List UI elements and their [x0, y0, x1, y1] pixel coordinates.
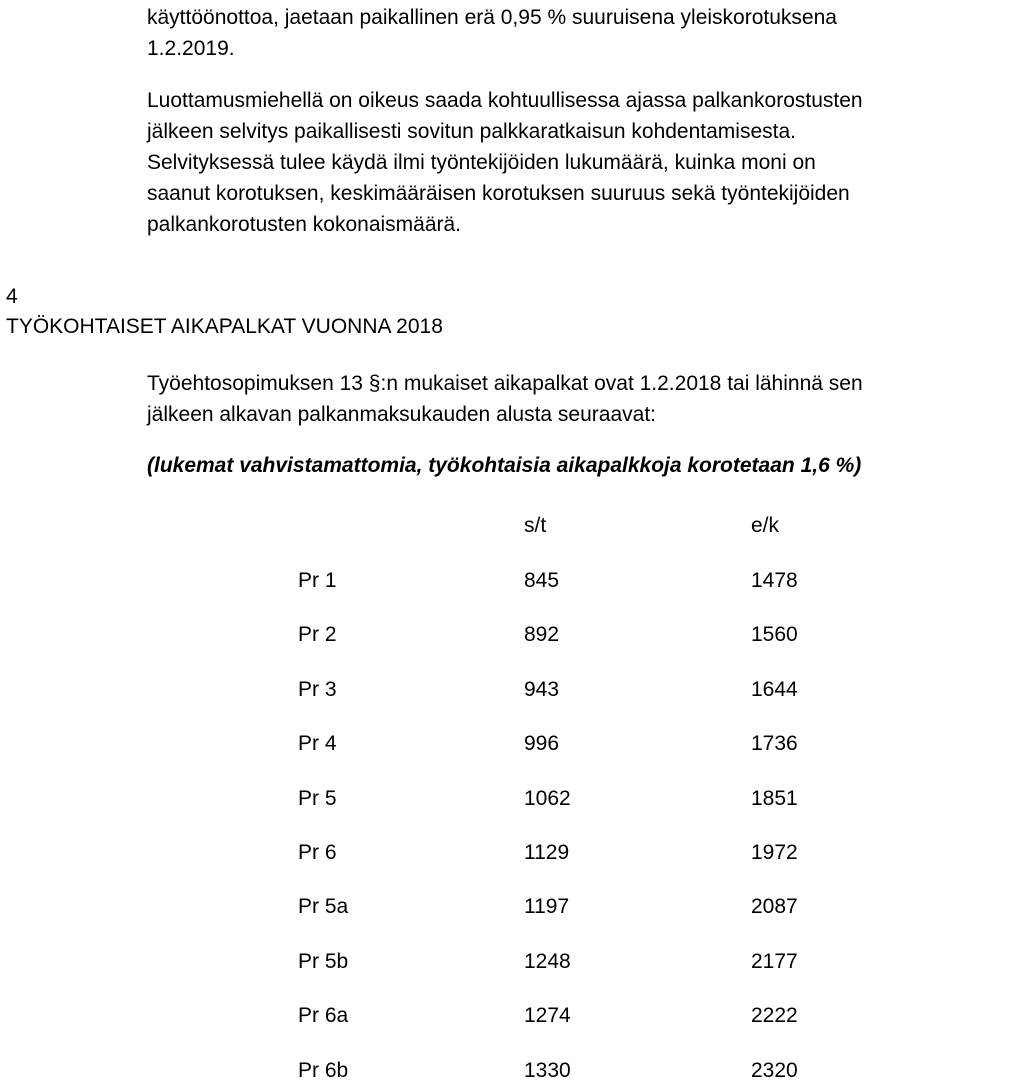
pay-class-cell: Pr 5 [298, 787, 337, 810]
euros-per-month-cell: 2320 [751, 1059, 798, 1082]
cents-per-hour-cell: 1129 [524, 841, 570, 864]
euros-per-month-cell: 1736 [751, 732, 798, 755]
pay-class-cell: Pr 5a [298, 895, 349, 918]
euros-per-month-cell: 2087 [751, 895, 798, 918]
pay-class-cell: Pr 4 [298, 732, 337, 755]
cents-per-hour-cell: 996 [524, 732, 560, 755]
cents-per-hour-cell: 943 [524, 678, 560, 701]
cents-per-hour-cell: 1062 [524, 787, 571, 810]
euros-per-month-cell: 1560 [751, 623, 798, 646]
pay-class-cell: Pr 6a [298, 1004, 349, 1027]
euros-per-month-cell: 2177 [751, 950, 798, 973]
section-title: TYÖKOHTAISET AIKAPALKAT VUONNA 2018 [6, 315, 443, 338]
header-euros-per-month: e/k [751, 514, 780, 537]
cents-per-hour-cell: 1330 [524, 1059, 571, 1082]
pay-class-cell: Pr 1 [298, 569, 337, 592]
paragraph-line: jälkeen selvitys paikallisesti sovitun palkkaratkaisun kohdentamisesta. [147, 120, 796, 143]
euros-per-month-cell: 2222 [751, 1004, 798, 1027]
paragraph-line: saanut korotuksen, keskimääräisen korotuksen suuruus sekä työntekijöiden [147, 182, 850, 205]
unconfirmed-note: (lukemat vahvistamattomia, työkohtaisia aikapalkkoja korotetaan 1,6 %) [147, 454, 862, 477]
paragraph-line: 1.2.2019. [147, 37, 235, 60]
paragraph-line: palkankorotusten kokonaismäärä. [147, 213, 462, 236]
section-number: 4 [6, 285, 18, 308]
header-cents-per-hour: s/t [524, 514, 547, 537]
euros-per-month-cell: 1644 [751, 678, 798, 701]
pay-class-cell: Pr 3 [298, 678, 337, 701]
pay-class-cell: Pr 6b [298, 1059, 349, 1082]
pay-class-cell: Pr 6 [298, 841, 337, 864]
euros-per-month-cell: 1478 [751, 569, 798, 592]
cents-per-hour-cell: 892 [524, 623, 560, 646]
paragraph-line: Selvityksessä tulee käydä ilmi työntekijöiden lukumäärä, kuinka moni on [147, 151, 816, 174]
cents-per-hour-cell: 845 [524, 569, 560, 592]
cents-per-hour-cell: 1274 [524, 1004, 571, 1027]
paragraph-line: käyttöönottoa, jaetaan paikallinen erä 0,95 % suuruisena yleiskorotuksena [147, 6, 837, 29]
paragraph-line: jälkeen alkavan palkanmaksukauden alusta seuraavat: [147, 403, 656, 426]
pay-class-cell: Pr 5b [298, 950, 349, 973]
euros-per-month-cell: 1851 [751, 787, 798, 810]
paragraph-line: Työehtosopimuksen 13 §:n mukaiset aikapalkat ovat 1.2.2018 tai lähinnä sen [147, 372, 863, 395]
cents-per-hour-cell: 1197 [524, 895, 570, 918]
cents-per-hour-cell: 1248 [524, 950, 571, 973]
euros-per-month-cell: 1972 [751, 841, 798, 864]
paragraph-line: Luottamusmiehellä on oikeus saada kohtuullisessa ajassa palkankorostusten [147, 89, 863, 112]
pay-class-cell: Pr 2 [298, 623, 337, 646]
